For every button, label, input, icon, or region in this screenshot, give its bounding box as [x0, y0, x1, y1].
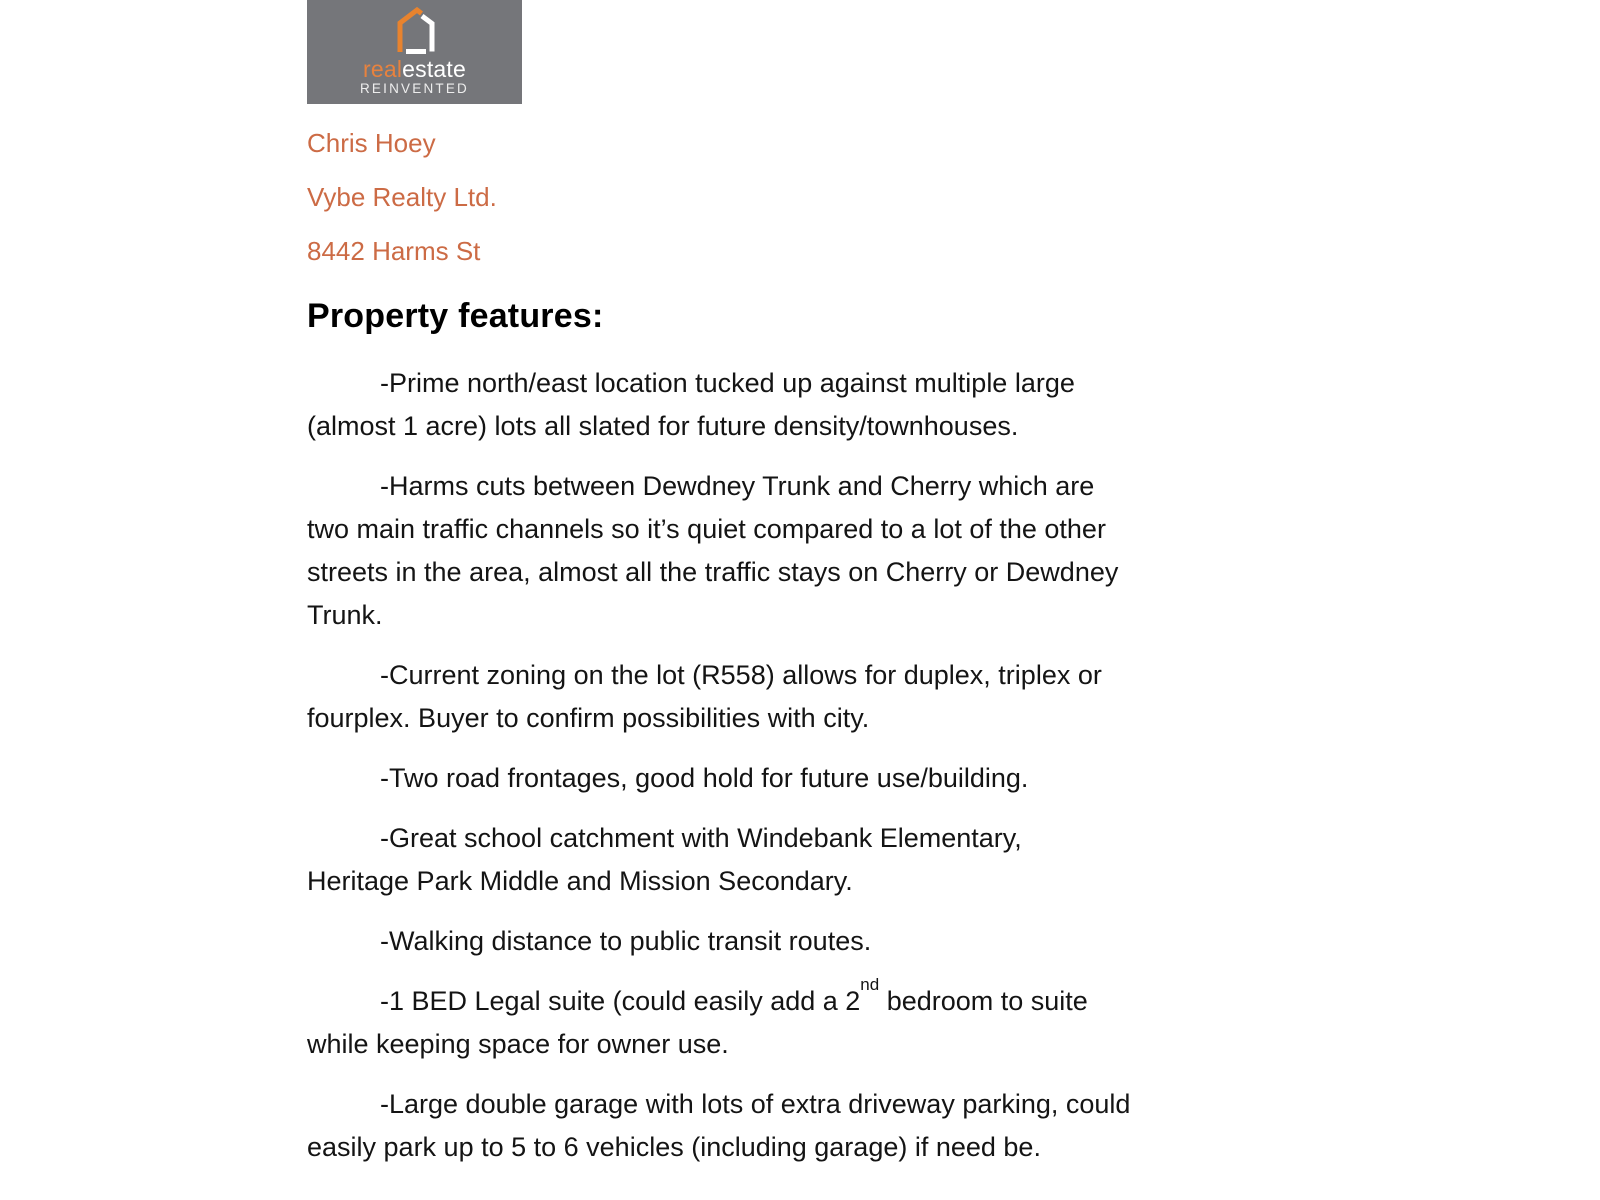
logo-wordmark [363, 57, 466, 81]
property-address: 8442 Harms St [307, 236, 481, 266]
feature-item: -1 BED Legal suite (could easily add a 2nd bedroom to suite while keeping space for owner use. [307, 975, 1088, 1059]
feature-item: -Walking distance to public transit routes. [380, 926, 872, 956]
realestate-reinvented-logo [307, 0, 522, 104]
logo-word-estate: estate [402, 56, 466, 82]
logo-tagline: REINVENTED [359, 81, 469, 96]
feature-item: -Harms cuts between Dewdney Trunk and Cherry which are two main traffic channels so it’s quiet compared to a lot of the other streets in the area, almost all the traffic stays on Cherry or Dewdney Trunk. [307, 471, 1119, 630]
logo-word-real: real [362, 56, 403, 82]
agent-name: Chris Hoey [307, 128, 436, 158]
house-icon [391, 6, 439, 56]
agent-company: Vybe Realty Ltd. [307, 182, 497, 212]
agent-contact-block [307, 128, 1307, 267]
features-heading: Property features: [307, 297, 604, 335]
feature-item: -Current zoning on the lot (R558) allows for duplex, triplex or fourplex. Buyer to confirm possibilities with city. [307, 660, 1102, 733]
ordinal-superscript: nd [860, 975, 880, 994]
features-list [307, 362, 1307, 1169]
feature-item: -Large double garage with lots of extra driveway parking, could easily park up to 5 to 6 vehicles (including garage) if need be. [307, 1089, 1131, 1162]
document-content [307, 0, 1307, 1186]
feature-item: -Great school catchment with Windebank Elementary, Heritage Park Middle and Mission Secondary. [307, 823, 1022, 896]
feature-item: -Prime north/east location tucked up against multiple large (almost 1 acre) lots all slated for future density/townhouses. [307, 368, 1075, 441]
feature-item: -Two road frontages, good hold for future use/building. [380, 763, 1029, 793]
